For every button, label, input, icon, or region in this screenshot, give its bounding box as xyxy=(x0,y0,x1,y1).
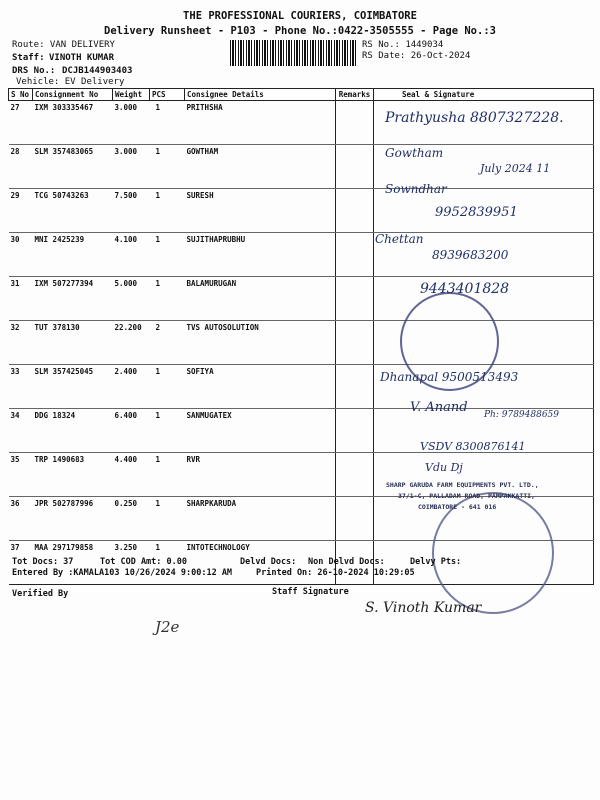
staff-label: Staff: xyxy=(12,53,45,63)
consignee-cell: SANMUGATEX xyxy=(185,409,336,453)
consignment-cell: JPR 502787996 xyxy=(33,497,113,541)
pcs-cell: 1 xyxy=(150,189,185,233)
vehicle-label: Vehicle: EV Delivery xyxy=(16,77,125,87)
rs-date: RS Date: 26-Oct-2024 xyxy=(362,51,471,61)
handwritten-note: 8939683200 xyxy=(432,248,509,262)
pcs-cell: 2 xyxy=(150,321,185,365)
weight-cell: 3.000 xyxy=(113,145,150,189)
consignment-cell: TCG 50743263 xyxy=(33,189,113,233)
weight-cell: 3.000 xyxy=(113,101,150,145)
sno-cell: 34 xyxy=(9,409,33,453)
remarks-cell xyxy=(336,233,374,277)
remarks-cell xyxy=(336,453,374,497)
consignee-cell: BALAMURUGAN xyxy=(185,277,336,321)
consignee-cell: TVS AUTOSOLUTION xyxy=(185,321,336,365)
pcs-cell: 1 xyxy=(150,145,185,189)
pcs-cell: 1 xyxy=(150,409,185,453)
handwritten-note: 9952839951 xyxy=(435,205,518,220)
entered-by: Entered By :KAMALA103 10/26/2024 9:00:12 AM xyxy=(12,568,233,578)
non-delivered-docs: Non Delvd Docs: xyxy=(308,557,385,567)
drs-label: DRS No.: xyxy=(12,66,56,76)
remarks-cell xyxy=(336,409,374,453)
printed-on: Printed On: 26-10-2024 10:29:05 xyxy=(256,568,415,578)
stamp-line: COIMBATORE - 641 016 xyxy=(418,503,497,511)
rs-number: RS No.: 1449034 xyxy=(362,40,444,50)
remarks-cell xyxy=(336,321,374,365)
handwritten-signature: V. Anand xyxy=(410,400,468,415)
sno-cell: 30 xyxy=(9,233,33,277)
consignment-cell: IXM 507277394 xyxy=(33,277,113,321)
remarks-cell xyxy=(336,277,374,321)
sno-cell: 31 xyxy=(9,277,33,321)
handwritten-signature: Prathyusha 8807327228. xyxy=(385,110,564,126)
weight-cell: 3.250 xyxy=(113,541,150,585)
sno-cell: 29 xyxy=(9,189,33,233)
consignment-cell: TRP 1490683 xyxy=(33,453,113,497)
handwritten-signature: VSDV 8300876141 xyxy=(420,440,526,453)
weight-cell: 22.200 xyxy=(113,321,150,365)
total-docs: Tot Docs: 37 xyxy=(12,557,74,567)
col-header-consignment: Consignment No xyxy=(33,89,113,101)
consignee-cell: SUJITHAPRUBHU xyxy=(185,233,336,277)
sno-cell: 32 xyxy=(9,321,33,365)
handwritten-signature: Dhanapal 9500513493 xyxy=(380,370,519,384)
runsheet-subtitle: Delivery Runsheet - P103 - Phone No.:0422-3505555 - Page No.:3 xyxy=(104,25,496,37)
handwritten-note: Ph: 9789488659 xyxy=(484,410,560,420)
consignment-cell: DDG 18324 xyxy=(33,409,113,453)
table-row xyxy=(9,453,594,497)
pcs-cell: 1 xyxy=(150,101,185,145)
weight-cell: 2.400 xyxy=(113,365,150,409)
consignee-cell: SHARPKARUDA xyxy=(185,497,336,541)
remarks-cell xyxy=(336,101,374,145)
verified-by-label: Verified By xyxy=(12,589,69,599)
delivered-docs: Delvd Docs: xyxy=(240,557,297,567)
weight-cell: 6.400 xyxy=(113,409,150,453)
weight-cell: 4.100 xyxy=(113,233,150,277)
staff-signature: S. Vinoth Kumar xyxy=(365,600,482,616)
table-row xyxy=(9,321,594,365)
pcs-cell: 1 xyxy=(150,453,185,497)
col-header-consignee: Consignee Details xyxy=(185,89,336,101)
pcs-cell: 1 xyxy=(150,233,185,277)
consignment-cell: MAA 297179858 xyxy=(33,541,113,585)
consignment-cell: TUT 378130 xyxy=(33,321,113,365)
barcode-image xyxy=(230,40,356,66)
col-header-remarks: Remarks xyxy=(336,89,374,101)
drs-number: DCJB144903403 xyxy=(62,66,133,76)
staff-name: VINOTH KUMAR xyxy=(49,53,115,63)
handwritten-signature: Chettan xyxy=(375,232,424,246)
handwritten-note: July 2024 11 xyxy=(480,162,551,175)
route-label: Route: VAN DELIVERY xyxy=(12,40,115,50)
weight-cell: 7.500 xyxy=(113,189,150,233)
weight-cell: 0.250 xyxy=(113,497,150,541)
consignee-cell: RVR xyxy=(185,453,336,497)
staff-signature-label: Staff Signature xyxy=(272,587,349,597)
sno-cell: 33 xyxy=(9,365,33,409)
consignment-cell: IXM 303335467 xyxy=(33,101,113,145)
remarks-cell xyxy=(336,189,374,233)
remarks-cell xyxy=(336,145,374,189)
pcs-cell: 1 xyxy=(150,365,185,409)
sno-cell: 36 xyxy=(9,497,33,541)
document-title: THE PROFESSIONAL COURIERS, COIMBATORE xyxy=(183,10,417,22)
remarks-cell xyxy=(336,497,374,541)
col-header-weight: Weight xyxy=(113,89,150,101)
delivery-points: Delvy Pts: xyxy=(410,557,462,567)
consignee-cell: GOWTHAM xyxy=(185,145,336,189)
signature-cell xyxy=(374,453,594,497)
consignment-cell: SLM 357483065 xyxy=(33,145,113,189)
weight-cell: 4.400 xyxy=(113,453,150,497)
sno-cell: 27 xyxy=(9,101,33,145)
sno-cell: 28 xyxy=(9,145,33,189)
remarks-cell xyxy=(336,365,374,409)
consignee-cell: SURESH xyxy=(185,189,336,233)
table-header-row xyxy=(9,89,594,101)
consignment-cell: MNI 2425239 xyxy=(33,233,113,277)
weight-cell: 5.000 xyxy=(113,277,150,321)
col-header-sno: S No xyxy=(9,89,33,101)
verifier-signature: J2e xyxy=(155,618,180,636)
consignee-cell: PRITHSHA xyxy=(185,101,336,145)
consignment-cell: SLM 357425045 xyxy=(33,365,113,409)
pcs-cell: 1 xyxy=(150,277,185,321)
stamp-line: SHARP GARUDA FARM EQUIPMENTS PVT. LTD., xyxy=(386,481,539,489)
handwritten-signature: Sowndhar xyxy=(385,182,447,196)
pcs-cell: 1 xyxy=(150,497,185,541)
sno-cell: 37 xyxy=(9,541,33,585)
pcs-cell: 1 xyxy=(150,541,185,585)
handwritten-note: 9443401828 xyxy=(420,281,510,297)
sno-cell: 35 xyxy=(9,453,33,497)
col-header-seal-signature: Seal & Signature xyxy=(374,89,594,101)
stamp-line: 37/1-C, PALLADAM ROAD, PAMPAKKATTI, xyxy=(398,492,535,500)
consignee-cell: INTOTECHNOLOGY xyxy=(185,541,336,585)
handwritten-signature: Gowtham xyxy=(385,146,444,160)
consignee-cell: SOFIYA xyxy=(185,365,336,409)
handwritten-signature: Vdu Dj xyxy=(425,461,463,474)
total-cod-amount: Tot COD Amt: 0.00 xyxy=(100,557,187,567)
col-header-pcs: PCS xyxy=(150,89,185,101)
